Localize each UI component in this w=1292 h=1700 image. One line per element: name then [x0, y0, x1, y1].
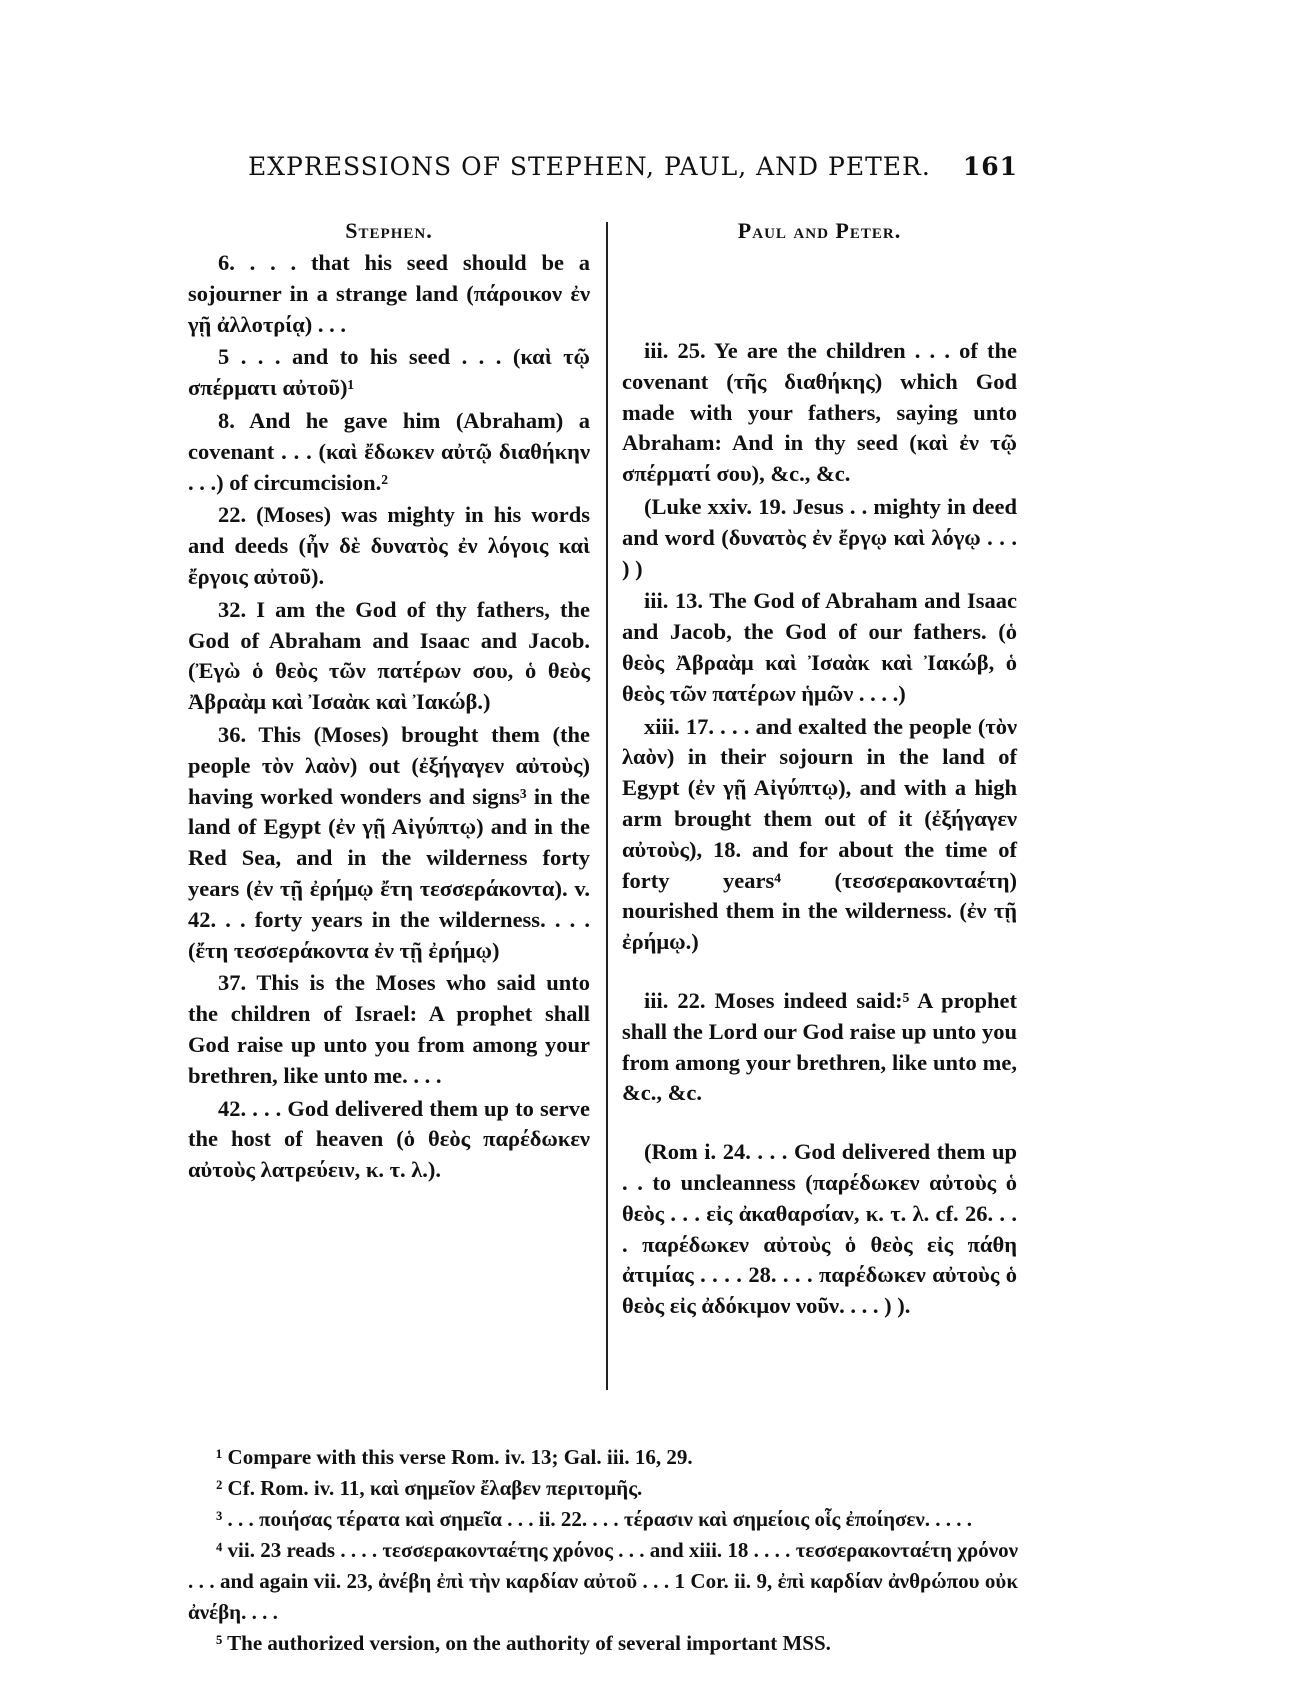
stephen-entry: 22. (Moses) was mighty in his words and deeds (ἦν δὲ δυνατὸς ἐν λόγοις καὶ ἔργοις αὐτοῦ). — [188, 502, 590, 589]
page-number: 161 — [962, 152, 1018, 181]
paul-peter-entry: (Rom i. 24. . . . God delivered them up . . to uncleanness (παρέδωκεν αὐτοὺς ὁ θεὸς . . . εἰς ἀκαθαρσίαν, κ. τ. λ. cf. 26. . . . παρέδωκεν αὐτοὺς ὁ θεὸς εἰς πάθη ἀτιμίας . . . . 28. . . . παρέδωκεν αὐτοὺς ὁ θεὸς εἰς ἀδόκιμον νοῦν. . . . ) ). — [622, 1139, 1017, 1319]
running-head — [248, 152, 1018, 188]
footnote: ³ . . . ποιήσας τέρατα καὶ σημεῖα . . . ii. 22. . . . τέρασιν καὶ σημείοις οἷς ἐποίησεν. . . . . — [216, 1507, 973, 1531]
paul-peter-heading: Paul and Peter. — [737, 218, 902, 243]
column-spacer — [622, 960, 1017, 986]
stephen-entry: 8. And he gave him (Abraham) a covenant . . . (καὶ ἔδωκεν αὐτῷ διαθήκην . . .) of circumcision.² — [188, 407, 590, 495]
footnote: ¹ Compare with this verse Rom. iv. 13; Gal. iii. 16, 29. — [216, 1445, 693, 1469]
running-head-title: EXPRESSIONS OF STEPHEN, PAUL, AND PETER. — [248, 152, 931, 181]
stephen-entry: 36. This (Moses) brought them (the people τὸν λαὸν) out (ἐξήγαγεν αὐτοὺς) having worked wonders and signs³ in the land of Egypt (ἐν γῇ Αἰγύπτῳ) and in the Red Sea, and in the wilderness forty years (ἐν τῇ ἐρήμῳ ἔτη τεσσεράκοντα). v. 42. . . forty years in the wilderness. . . . (ἔτη τεσσεράκοντα ἐν τῇ ἐρήμῳ) — [188, 721, 590, 963]
footnote: ⁵ The authorized version, on the authority of several important MSS. — [216, 1631, 831, 1655]
stephen-entry: 6. . . . that his seed should be a sojourner in a strange land (πάροικον ἐν γῇ ἀλλοτρίᾳ) . . . — [188, 250, 590, 337]
paul-peter-column — [622, 218, 1017, 1324]
paul-peter-entry: iii. 13. The God of Abraham and Isaac and Jacob, the God of our fathers. (ὁ θεὸς Ἀβραὰμ καὶ Ἰσαὰκ καὶ Ἰακώβ, ὁ θεὸς τῶν πατέρων ἡμῶν . . . .) — [622, 588, 1017, 706]
stephen-heading: Stephen. — [345, 218, 433, 243]
footnote: ⁴ vii. 23 reads . . . . τεσσερακονταέτης χρόνος . . . and xiii. 18 . . . . τεσσερακονταέτη χρόνον . . . and again vii. 23, ἀνέβη ἐπὶ τὴν καρδίαν αὐτοῦ . . . 1 Cor. ii. 9, ἐπὶ καρδίαν ἀνθρώπου οὐκ ἀνέβη. . . . — [188, 1538, 1018, 1624]
column-spacer — [622, 248, 1017, 336]
paul-peter-entry: iii. 22. Moses indeed said:⁵ A prophet shall the Lord our God raise up unto you from among your brethren, like unto me, &c., &c. — [622, 987, 1017, 1106]
column-divider — [606, 222, 608, 1390]
stephen-entry: 5 . . . and to his seed . . . (καὶ τῷ σπέρματι αὐτοῦ)¹ — [188, 344, 590, 401]
footnotes — [188, 1442, 1018, 1659]
paul-peter-entry: iii. 25. Ye are the children . . . of the covenant (τῆς διαθήκης) which God made with your fathers, saying unto Abraham: And in thy seed (καὶ ἐν τῷ σπέρματί σου), &c., &c. — [622, 338, 1017, 487]
paul-peter-entry: (Luke xxiv. 19. Jesus . . mighty in deed and word (δυνατὸς ἐν ἔργῳ καὶ λόγῳ . . . ) ) — [622, 493, 1017, 581]
footnote: ² Cf. Rom. iv. 11, καὶ σημεῖον ἔλαβεν περιτομῆς. — [216, 1476, 643, 1500]
stephen-entry: 32. I am the God of thy fathers, the God of Abraham and Isaac and Jacob. (Ἐγὼ ὁ θεὸς τῶν πατέρων σου, ὁ θεὸς Ἀβραὰμ καὶ Ἰσαὰκ καὶ Ἰακώβ.) — [188, 596, 590, 715]
column-spacer — [622, 1111, 1017, 1137]
stephen-column — [188, 218, 590, 1188]
stephen-entry: 42. . . . God delivered them up to serve the host of heaven (ὁ θεὸς παρέδωκεν αὐτοὺς λατρεύειν, κ. τ. λ.). — [188, 1095, 590, 1183]
stephen-entry: 37. This is the Moses who said unto the children of Israel: A prophet shall God raise up unto you from among your brethren, like unto me. . . . — [188, 970, 590, 1088]
paul-peter-entry: xiii. 17. . . . and exalted the people (τὸν λαὸν) in their sojourn in the land of Egypt (ἐν γῇ Αἰγύπτῳ), and with a high arm brought them out of it (ἐξήγαγεν αὐτοὺς), 18. and for about the time of forty years⁴ (τεσσερακονταέτη) nourished them in the wilderness. (ἐν τῇ ἐρήμῳ.) — [622, 713, 1017, 955]
